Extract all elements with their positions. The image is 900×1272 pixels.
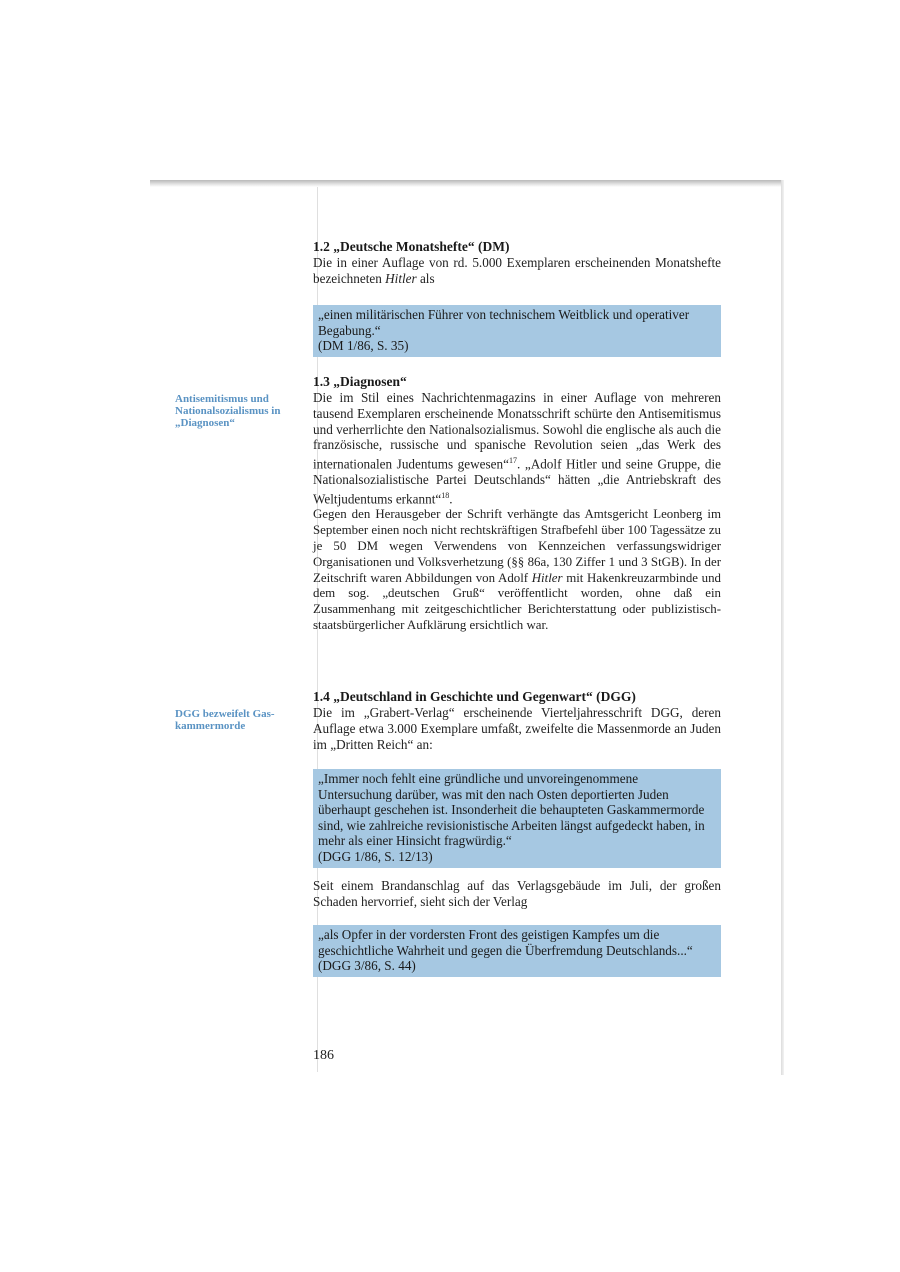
quote-source: (DGG 1/86, S. 12/13) <box>318 848 433 864</box>
section-1-2 <box>313 238 721 287</box>
quote-box <box>313 769 721 868</box>
quote-source: (DGG 3/86, S. 44) <box>318 958 416 974</box>
page-top-edge <box>150 180 783 187</box>
text-run: als <box>416 270 435 286</box>
text-run: Die im Stil eines Nachrichtenmagazins in einer Auflage von mehreren tausend Exemplaren erscheinende Monatsschrift schürte den Antisemitismus und verherrlichte den Nationalsozialismus. Sowohl die englische als auch die französische, russische und spanische Revolution seien „das Werk des internationalen Judentums gewesen“ <box>313 390 721 472</box>
section-paragraph <box>313 255 721 287</box>
text-run: mit Hakenkreuzarmbinde und dem sog. „deutschen Gruß“ veröffentlicht worden, ohne daß ein Zusammenhang mit zeitgeschichtlicher Berichterstattung oder publizistisch-staatsbürgerlicher Aufklärung ersichtlich war. <box>313 570 721 632</box>
text-run: . „Adolf Hitler und seine Gruppe, die Nationalsozialistische Partei Deutschlands“ hätten „die Antriebskraft des Weltjudentums erkannt“ <box>313 456 722 507</box>
section-paragraph <box>313 390 721 507</box>
text-run: Gegen den Herausgeber der Schrift verhängte das Amtsgericht Leonberg im September einen noch nicht rechtskräftigen Strafbefehl über 100 Tagessätze zu je 50 DM wegen Verwendens von Kennzeichen verfassungswidriger Organisationen und Volksverhetzung (§§ 86a, 130 Ziffer 1 und 3 StGB). In der Zeitschrift waren Abbildungen von Adolf <box>313 507 721 585</box>
quote-source: (DM 1/86, S. 35) <box>318 338 409 354</box>
name-italic: Hitler <box>385 270 417 286</box>
section-1-3 <box>313 373 721 634</box>
section-paragraph: Seit einem Brandanschlag auf das Verlagsgebäude im Juli, der großen Schaden hervorrief, sieht sich der Verlag <box>313 878 721 909</box>
section-1-4-continued <box>313 878 721 910</box>
section-paragraph: Die im „Grabert-Verlag“ erscheinende Vierteljahresschrift DGG, deren Auflage etwa 3.000 Exemplare umfaßt, zweifelte die Massenmorde an Juden im „Dritten Reich“ an: <box>313 705 721 752</box>
quote-text: „als Opfer in der vordersten Front des geistigen Kampfes um die geschichtliche Wahrheit und gegen die Überfremdung Deutschlands...“ <box>318 927 693 958</box>
section-1-4 <box>313 688 721 752</box>
quote-text: „Immer noch fehlt eine gründliche und unvoreingenommene Untersuchung darüber, was mit den nach Osten deportierten Juden überhaupt geschehen ist. Insonderheit die behaupteten Gaskammermorde sind, wie zahlreiche revisionistische Arbeiten längst aufgedeckt haben, in mehr als einer Hinsicht fragwürdig.“ <box>318 771 705 849</box>
section-heading: 1.2 „Deutsche Monatshefte“ (DM) <box>313 239 510 254</box>
margin-note-antisemitismus: Antisemitismus und Nationalsozialismus in „Diagnosen“ <box>175 393 281 429</box>
footnote-ref: 18 <box>441 491 450 501</box>
page-right-edge <box>781 180 784 1075</box>
section-heading: 1.4 „Deutschland in Geschichte und Gegenwart“ (DGG) <box>313 689 636 704</box>
margin-note-dgg: DGG bezweifelt Gas-kammermorde <box>175 708 275 732</box>
page-number: 186 <box>313 1048 334 1063</box>
section-paragraph <box>313 507 721 633</box>
quote-box <box>313 305 721 357</box>
text-run: Die in einer Auflage von rd. 5.000 Exemplaren erscheinenden Monatshefte bezeichneten <box>313 255 721 286</box>
text-run: . <box>449 491 453 507</box>
quote-box <box>313 925 721 977</box>
name-italic: Hitler <box>531 570 563 585</box>
footnote-ref: 17 <box>508 456 517 466</box>
quote-text: „einen militärischen Führer von technischem Weitblick und operativer Begabung.“ <box>318 307 690 338</box>
section-heading: 1.3 „Diagnosen“ <box>313 374 407 389</box>
